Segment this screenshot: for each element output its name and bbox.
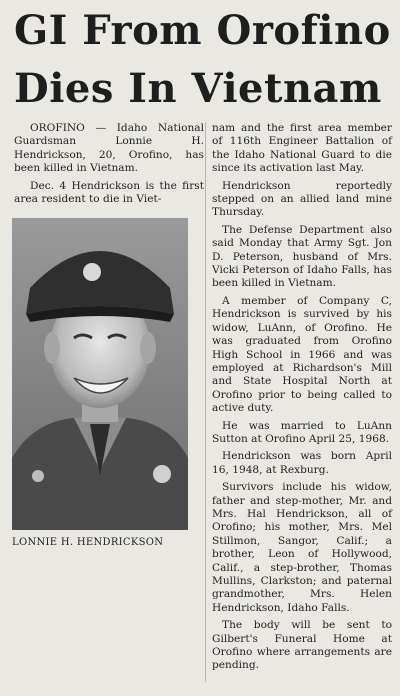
headline-line-1: GI From Orofino (14, 7, 391, 54)
paragraph-born: Hendrickson was born April 16, 1948, at Rexburg. (212, 450, 392, 476)
column-divider (205, 122, 206, 682)
right-column (212, 122, 392, 677)
paragraph-continuation: nam and the first area member of 116th Engineer Battalion of the Idaho National Guard to die since its activation last May. (212, 122, 392, 175)
photo-caption: LONNIE H. HENDRICKSON (12, 537, 164, 548)
soldier-portrait-photo (12, 218, 188, 530)
paragraph-survived-by: A member of Company C, Hendrickson is survived by his widow, LuAnn, of Orofino. He was graduated from Orofino High School in 1966 and was employed at Richardson's Mill and State Hospital North at Orofino prior to being called to active duty. (212, 294, 392, 415)
headline-line-2: Dies In Vietnam (14, 65, 382, 112)
paragraph-married: He was married to LuAnn Sutton at Orofino April 25, 1968. (212, 419, 392, 445)
headline (14, 2, 394, 118)
paragraph-funeral: The body will be sent to Gilbert's Funeral Home at Orofino where arrangements are pending. (212, 619, 392, 672)
paragraph-dateline: OROFINO — Idaho National Guardsman Lonnie H. Hendrickson, 20, Orofino, has been killed in Vietnam. (14, 122, 204, 175)
left-column (14, 122, 204, 210)
paragraph-land-mine: Hendrickson reportedly stepped on an allied land mine Thursday. (212, 179, 392, 219)
paragraph-survivors: Survivors include his widow, father and step-mother, Mr. and Mrs. Hal Hendrickson, all of Orofino; his mother, Mrs. Mel Stillmon, Sangor, Calif.; a brother, Leon of Hollywood, Calif., a step-brother, Thomas Mullins, Clarkston; and paternal grandmother, Mrs. Helen Hendrickson, Idaho Falls. (212, 481, 392, 614)
paragraph-first-resident: Dec. 4 Hendrickson is the first area resident to die in Viet- (14, 179, 204, 206)
paragraph-defense-department: The Defense Department also said Monday that Army Sgt. Jon D. Peterson, husband of Mrs. Vicki Peterson of Idaho Falls, has been killed in Vietnam. (212, 223, 392, 290)
